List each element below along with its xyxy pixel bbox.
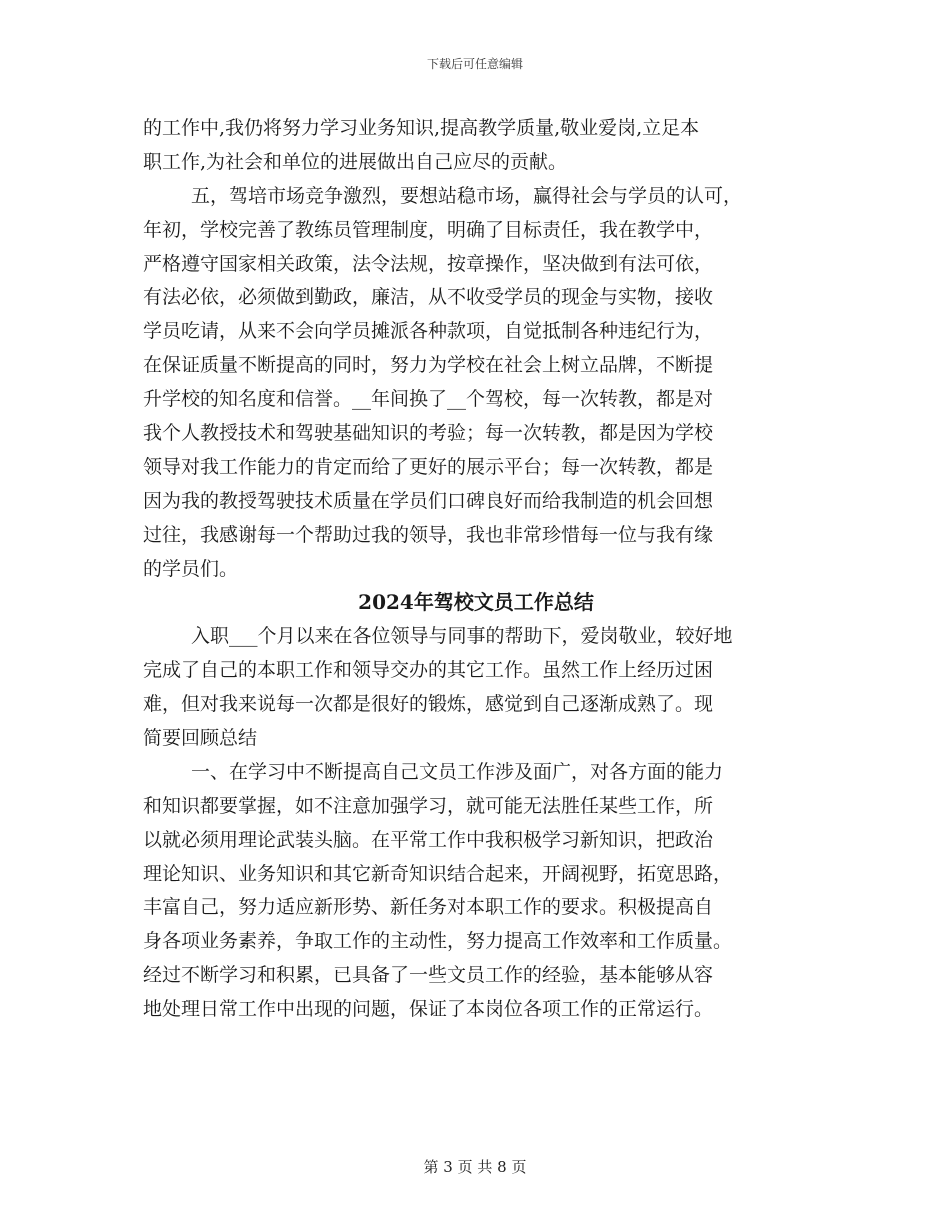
page-footer: 第 3 页 共 8 页 [423, 1158, 527, 1176]
text-line: 简要回顾总结 [143, 727, 258, 750]
page-header: 下载后可任意编辑 [426, 57, 523, 71]
text-line: 和知识都要掌握，如不注意加强学习，就可能无法胜任某些工作，所 [143, 794, 714, 817]
text-line: 以就必须用理论武装头脑。在平常工作中我积极学习新知识，把政治 [143, 828, 714, 851]
text-line: 完成了自己的本职工作和领导交办的其它工作。虽然工作上经历过困 [143, 659, 714, 682]
text-line: 因为我的教授驾驶技术质量在学员们口碑良好而给我制造的机会回想 [143, 489, 714, 512]
text-line: 身各项业务素养，争取工作的主动性，努力提高工作效率和工作质量。 [143, 930, 733, 953]
text-line: 领导对我工作能力的肯定而给了更好的展示平台；每一次转教，都是 [143, 455, 714, 478]
text-line: 理论知识、业务知识和其它新奇知识结合起来，开阔视野，拓宽思路， [143, 862, 733, 885]
document-body [143, 112, 809, 1027]
text-line: 在保证质量不断提高的同时，努力为学校在社会上树立品牌，不断提 [143, 354, 714, 377]
text-line: 一、在学习中不断提高自己文员工作涉及面广，对各方面的能力 [191, 760, 724, 783]
text-line: 经过不断学习和积累，已具备了一些文员工作的经验，基本能够从容 [143, 964, 714, 987]
text-line: 丰富自己，努力适应新形势、新任务对本职工作的要求。积极提高自 [143, 896, 714, 919]
text-line: 我个人教授技术和驾驶基础知识的考验；每一次转教，都是因为学校 [143, 422, 714, 445]
text-line: 的学员们。 [143, 557, 239, 580]
text-line: 职工作,为社会和单位的进展做出自己应尽的贡献。 [143, 150, 568, 173]
text-line: 的工作中,我仍将努力学习业务知识,提高教学质量,敬业爱岗,立足本 [143, 117, 700, 139]
text-line: 难，但对我来说每一次都是很好的锻炼，感觉到自己逐渐成熟了。现 [143, 693, 714, 716]
text-line: 入职___个月以来在各位领导与同事的帮助下，爱岗敬业，较好地 [191, 625, 733, 648]
text-line: 有法必依，必须做到勤政，廉洁，从不收受学员的现金与实物，接收 [143, 286, 714, 309]
text-line: 严格遵守国家相关政策，法令法规，按章操作，坚决做到有法可依， [143, 252, 714, 275]
text-line: 过往，我感谢每一个帮助过我的领导，我也非常珍惜每一位与我有缘 [143, 523, 714, 546]
text-line: 学员吃请，从来不会向学员摊派各种款项，自觉抵制各种违纪行为， [143, 320, 714, 343]
text-line: 年初，学校完善了教练员管理制度，明确了目标责任，我在教学中， [143, 218, 714, 241]
text-line: 五，驾培市场竞争激烈，要想站稳市场，赢得社会与学员的认可， [191, 184, 743, 207]
text-line: 地处理日常工作中出现的问题，保证了本岗位各项工作的正常运行。 [143, 998, 714, 1021]
section-title: 2024年驾校文员工作总结 [358, 590, 594, 615]
text-line: 升学校的知名度和信誉。__年间换了__个驾校，每一次转教，都是对 [143, 388, 714, 411]
